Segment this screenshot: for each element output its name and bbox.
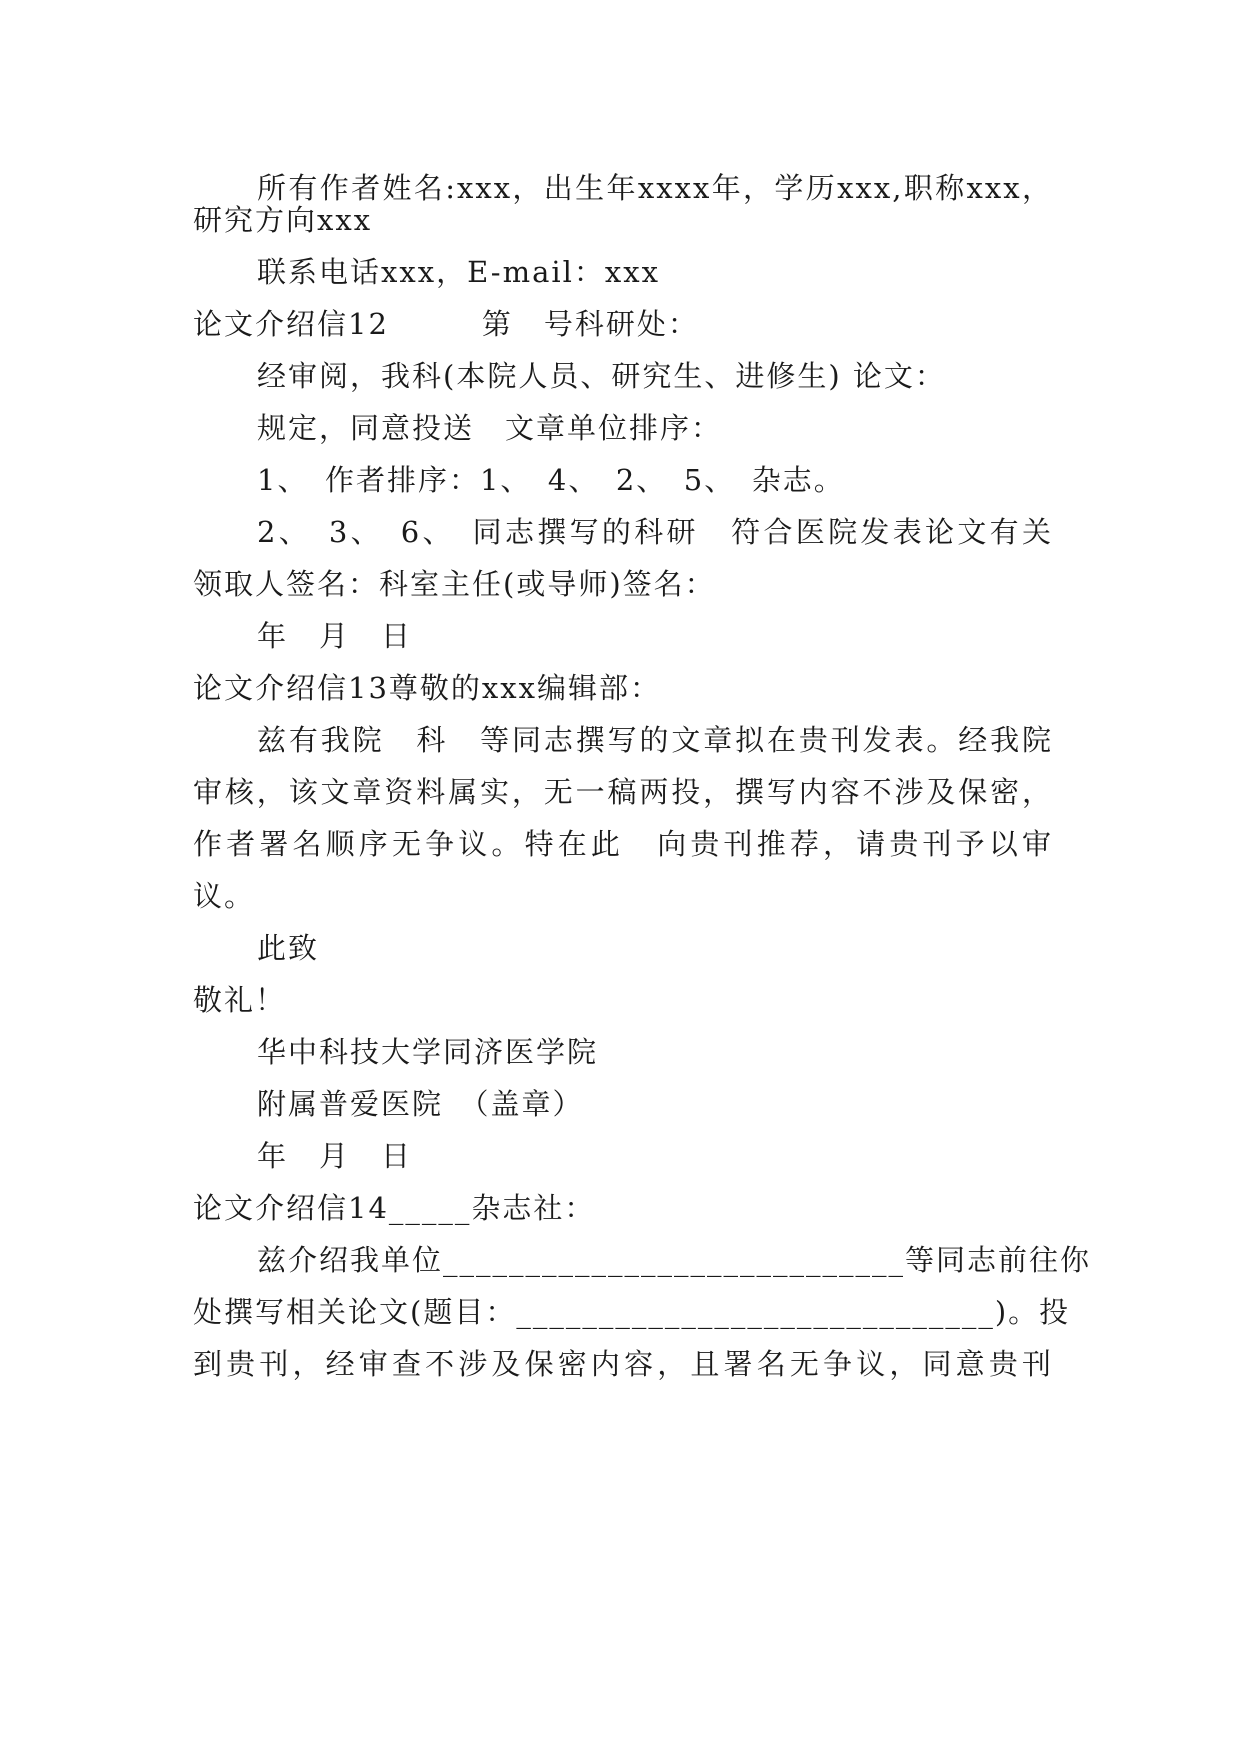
letter-14-body-line-1: 兹介绍我单位____________________________等同志前往你 xyxy=(257,1243,1092,1277)
research-direction-line: 研究方向xxx xyxy=(193,203,373,237)
date-line-2: 年 月 日 xyxy=(257,1139,413,1173)
letter-13-body-line-1: 兹有我院 科 等同志撰写的文章拟在贵刊发表。经我院 xyxy=(257,723,1053,757)
letter-14-body-line-3: 到贵刊，经审查不涉及保密内容，且署名无争议，同意贵刊 xyxy=(193,1347,1053,1381)
letter-12-paragraph-1: 经审阅，我科(本院人员、研究生、进修生) 论文： xyxy=(257,359,946,393)
closing-regards: 敬礼！ xyxy=(193,983,287,1017)
letter-14-body-line-2: 处撰写相关论文(题目：_____________________________)。投 xyxy=(193,1295,1071,1329)
institution-line-2: 附属普爱医院 （盖章） xyxy=(257,1087,584,1121)
closing-salutation: 此致 xyxy=(257,931,320,965)
letter-13-body-line-4: 议。 xyxy=(193,879,256,913)
letter-13-body-line-2: 审核，该文章资料属实，无一稿两投，撰写内容不涉及保密， xyxy=(193,775,1053,809)
letter-13-body-line-3: 作者署名顺序无争议。特在此 向贵刊推荐，请贵刊予以审 xyxy=(193,827,1053,861)
letter-12-paragraph-2: 规定，同意投送 文章单位排序： xyxy=(257,411,723,445)
letter-12-paragraph-3: 1、 作者排序：1、 4、 2、 5、 杂志。 xyxy=(257,463,845,497)
signature-line: 领取人签名：科室主任(或导师)签名： xyxy=(193,567,716,601)
letter-13-heading: 论文介绍信13尊敬的xxx编辑部： xyxy=(193,671,661,705)
date-line-1: 年 月 日 xyxy=(257,619,413,653)
author-info-line: 所有作者姓名:xxx，出生年xxxx年，学历xxx,职称xxx， xyxy=(257,171,1053,205)
institution-line-1: 华中科技大学同济医学院 xyxy=(257,1035,599,1069)
letter-12-paragraph-4: 2、 3、 6、 同志撰写的科研 符合医院发表论文有关 xyxy=(257,515,1053,549)
letter-12-heading: 论文介绍信12 第 号科研处： xyxy=(193,307,699,341)
contact-line: 联系电话xxx，E-mail：xxx xyxy=(257,255,660,289)
letter-14-heading: 论文介绍信14_____杂志社： xyxy=(193,1191,596,1225)
